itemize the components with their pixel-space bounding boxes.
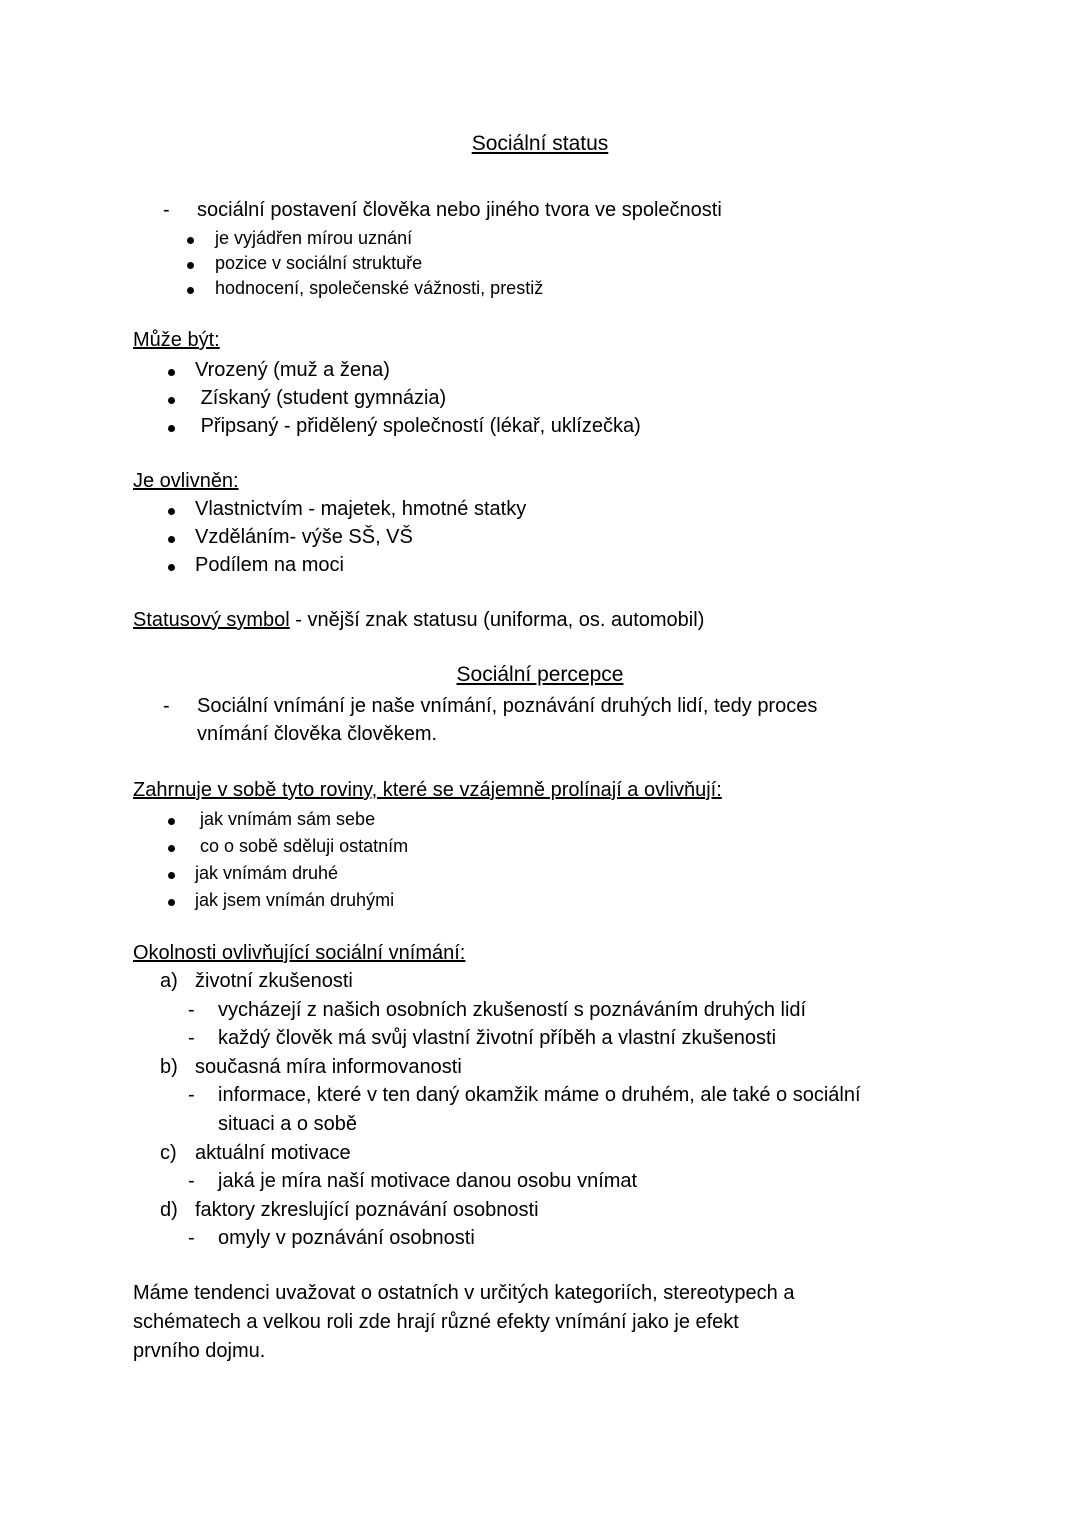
bullet-icon <box>168 536 175 543</box>
sub-item <box>133 1224 947 1253</box>
heading-muze-byt: Může být: <box>133 329 220 351</box>
statusovy-symbol-line <box>133 606 947 634</box>
list-item <box>133 226 947 251</box>
okolnosti-list <box>133 967 947 1253</box>
list-item <box>133 551 947 579</box>
muze-byt-bullet-list <box>133 356 947 440</box>
bullet-icon <box>168 397 175 404</box>
letter-marker: a) <box>160 970 178 992</box>
section-title-socialni-percepce <box>133 661 947 689</box>
bullet-icon <box>168 369 175 376</box>
statusovy-symbol-definition: - vnější znak statusu (uniforma, os. automobil) <box>289 609 705 631</box>
text-line: schématech a velkou roli zde hrají různé efekty vnímání jako je efekt <box>133 1310 739 1333</box>
list-item-text: je vyjádřen mírou uznání <box>215 228 413 248</box>
bullet-marker <box>168 551 195 579</box>
bullet-icon <box>187 287 194 294</box>
list-item <box>133 276 947 301</box>
je-ovlivnen-bullet-list <box>133 495 947 579</box>
letter-marker: d) <box>160 1198 178 1221</box>
list-item <box>133 833 947 860</box>
list-item-text: pozice v sociální struktuře <box>215 253 423 273</box>
bullet-marker <box>168 356 195 384</box>
list-item-text: co o sobě sděluji ostatním <box>195 836 409 856</box>
bullet-marker <box>187 276 215 301</box>
heading-zahrnuje-roviny: Zahrnuje v sobě tyto roviny, které se vzájemně prolínají a ovlivňují: <box>133 779 722 801</box>
bullet-icon <box>168 845 175 852</box>
list-item <box>133 356 947 384</box>
heading-okolnosti: Okolnosti ovlivňující sociální vnímání: <box>133 942 466 964</box>
list-item <box>133 384 947 412</box>
text-line: Máme tendenci uvažovat o ostatních v určitých kategoriích, stereotypech a <box>133 1281 795 1304</box>
bullet-marker <box>168 860 195 887</box>
dash-marker: - <box>188 1227 195 1250</box>
list-item <box>133 860 947 887</box>
lettered-item-text: aktuální motivace <box>195 1141 351 1164</box>
percepce-definition-text <box>197 692 817 748</box>
text-line: vnímání člověka člověkem. <box>197 723 438 745</box>
list-item <box>133 412 947 440</box>
heading-je-ovlivnen: Je ovlivněn: <box>133 470 239 492</box>
letter-marker: b) <box>160 1055 178 1078</box>
sub-item-text: vycházejí z našich osobních zkušeností s poznáváním druhých lidí <box>218 998 807 1021</box>
lettered-item-b <box>133 1053 947 1082</box>
sub-item <box>133 1167 947 1196</box>
text-line: prvního dojmu. <box>133 1339 266 1362</box>
sub-item <box>133 1024 947 1053</box>
lettered-item-a <box>133 967 947 996</box>
list-item-text: jak vnímám sám sebe <box>195 809 376 829</box>
dash-marker: - <box>163 695 170 717</box>
bullet-icon <box>168 564 175 571</box>
text-line: situaci a o sobě <box>218 1112 357 1135</box>
list-item <box>133 495 947 523</box>
list-item-text: Vrozený (muž a žena) <box>195 359 390 381</box>
section-title-text: Sociální percepce <box>456 663 624 686</box>
lettered-item-text: současná míra informovanosti <box>195 1055 462 1078</box>
lettered-item-text: faktory zkreslující poznávání osobnosti <box>195 1198 539 1221</box>
sub-item-text: jaká je míra naší motivace danou osobu vnímat <box>218 1170 638 1193</box>
bullet-icon <box>168 899 175 906</box>
list-item-text: Získaný (student gymnázia) <box>195 387 447 409</box>
bullet-marker <box>168 495 195 523</box>
dash-marker: - <box>188 1027 195 1050</box>
text-line: Sociální vnímání je naše vnímání, poznávání druhých lidí, tedy proces <box>197 695 818 717</box>
bullet-icon <box>168 818 175 825</box>
definition-bullet-list <box>133 226 947 301</box>
sub-item-text: každý člověk má svůj vlastní životní příběh a vlastní zkušenosti <box>218 1027 777 1050</box>
bullet-marker <box>168 887 195 914</box>
list-item <box>133 523 947 551</box>
list-item <box>133 251 947 276</box>
dash-marker: - <box>163 199 170 221</box>
sub-item-text <box>218 1081 861 1138</box>
bullet-marker <box>168 412 195 440</box>
list-item <box>133 887 947 914</box>
statusovy-symbol-term: Statusový symbol <box>133 609 290 631</box>
sub-item-text: omyly v poznávání osobnosti <box>218 1227 475 1250</box>
bullet-marker <box>187 251 215 276</box>
list-item-text: hodnocení, společenské vážnosti, prestiž <box>215 278 544 298</box>
bullet-icon <box>187 237 194 244</box>
sub-item <box>133 1081 947 1138</box>
list-item-text: jak jsem vnímán druhými <box>195 890 395 910</box>
section-title-socialni-status <box>133 130 947 158</box>
bullet-icon <box>187 262 194 269</box>
bullet-marker <box>168 523 195 551</box>
bullet-marker <box>187 226 215 251</box>
lettered-item-text: životní zkušenosti <box>195 970 353 992</box>
definition-item <box>133 196 947 224</box>
percepce-definition-item <box>133 692 947 748</box>
bullet-icon <box>168 508 175 515</box>
section-title-text: Sociální status <box>471 132 609 155</box>
dash-marker: - <box>188 998 195 1021</box>
roviny-bullet-list <box>133 806 947 914</box>
bullet-icon <box>168 872 175 879</box>
bullet-marker <box>168 806 195 833</box>
list-item-text: jak vnímám druhé <box>195 863 339 883</box>
letter-marker: c) <box>160 1141 177 1164</box>
list-item-text: Vzděláním- výše SŠ, VŠ <box>195 526 413 548</box>
list-item <box>133 806 947 833</box>
text-line: informace, které v ten daný okamžik máme o druhém, ale také o sociální <box>218 1084 861 1107</box>
definition-text: sociální postavení člověka nebo jiného tvora ve společnosti <box>197 199 722 221</box>
sub-item <box>133 996 947 1025</box>
bullet-icon <box>168 425 175 432</box>
dash-marker: - <box>188 1084 195 1107</box>
list-item-text: Podílem na moci <box>195 554 344 576</box>
bullet-marker <box>168 833 195 860</box>
list-item-text: Připsaný - přidělený společností (lékař, uklízečka) <box>195 415 641 437</box>
lettered-item-c <box>133 1139 947 1168</box>
closing-paragraph <box>133 1279 947 1366</box>
dash-marker: - <box>188 1170 195 1193</box>
lettered-item-d <box>133 1196 947 1225</box>
list-item-text: Vlastnictvím - majetek, hmotné statky <box>195 498 527 520</box>
bullet-marker <box>168 384 195 412</box>
